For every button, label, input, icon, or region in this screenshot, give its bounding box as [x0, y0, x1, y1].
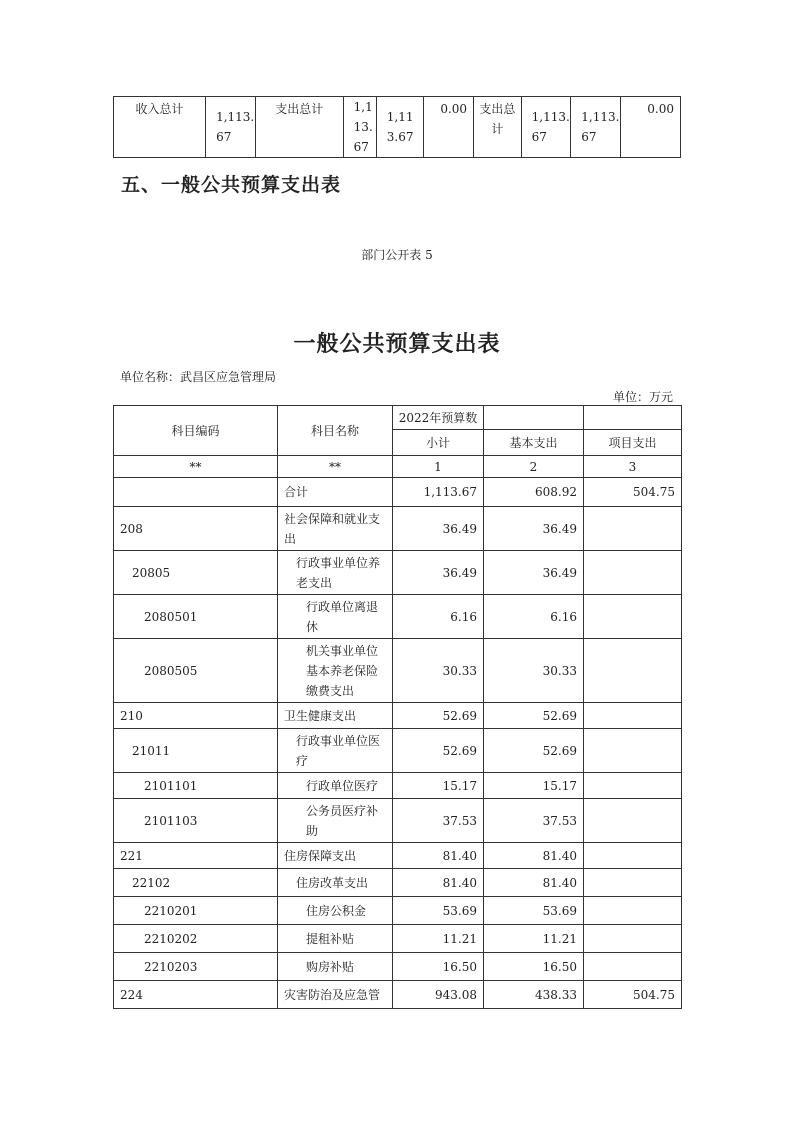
- table-row: [114, 869, 682, 897]
- income-total-value: 1,113.67: [206, 97, 256, 158]
- expense-total-label-2: 支出总计: [474, 97, 522, 158]
- row-basic: 30.33: [484, 639, 584, 703]
- row-name: 住房改革支出: [278, 869, 393, 897]
- row-project: [584, 773, 682, 799]
- row-subtotal: 81.40: [393, 869, 484, 897]
- row-name: 行政事业单位养老支出: [278, 551, 393, 595]
- table-row: [114, 773, 682, 799]
- index-code: **: [114, 456, 278, 478]
- row-name: 卫生健康支出: [278, 703, 393, 729]
- table-row: [114, 595, 682, 639]
- row-project: [584, 595, 682, 639]
- row-subtotal: 36.49: [393, 551, 484, 595]
- row-subtotal: 53.69: [393, 897, 484, 925]
- row-subtotal: 6.16: [393, 595, 484, 639]
- table-row: [114, 953, 682, 981]
- row-subtotal: 52.69: [393, 729, 484, 773]
- expense-project-value-2: 0.00: [620, 97, 680, 158]
- expense-project-value: 0.00: [424, 97, 474, 158]
- row-basic: 11.21: [484, 925, 584, 953]
- row-basic: 6.16: [484, 595, 584, 639]
- header-empty-cell: [484, 406, 584, 430]
- table-row-total: [114, 478, 682, 507]
- row-name: 社会保障和就业支出: [278, 507, 393, 551]
- table-row: [114, 703, 682, 729]
- row-subtotal: 11.21: [393, 925, 484, 953]
- row-project: [584, 729, 682, 773]
- row-name: 购房补贴: [278, 953, 393, 981]
- row-basic: 36.49: [484, 507, 584, 551]
- row-subtotal: 30.33: [393, 639, 484, 703]
- row-basic: 81.40: [484, 869, 584, 897]
- table-row: [114, 639, 682, 703]
- header-subtotal: 小计: [393, 430, 484, 456]
- row-code: 2080501: [114, 595, 278, 639]
- row-subtotal: 36.49: [393, 507, 484, 551]
- income-total-label: 收入总计: [114, 97, 206, 158]
- expense-total-label: 支出总计: [255, 97, 343, 158]
- row-basic: 53.69: [484, 897, 584, 925]
- row-code: 2210202: [114, 925, 278, 953]
- row-code: 210: [114, 703, 278, 729]
- row-name: 提租补贴: [278, 925, 393, 953]
- expense-basic-value: 1,113.67: [376, 97, 424, 158]
- row-project: [584, 551, 682, 595]
- expense-total-value-2: 1,113.67: [521, 97, 571, 158]
- row-name: 住房保障支出: [278, 843, 393, 869]
- row-code: 2210203: [114, 953, 278, 981]
- row-subtotal: 52.69: [393, 703, 484, 729]
- header-budget-year: 2022年预算数: [393, 406, 484, 430]
- row-subtotal: 81.40: [393, 843, 484, 869]
- header-name: 科目名称: [278, 406, 393, 456]
- row-name: 灾害防治及应急管: [278, 981, 393, 1009]
- row-name: 行政单位医疗: [278, 773, 393, 799]
- row-name: 行政事业单位医疗: [278, 729, 393, 773]
- header-code: 科目编码: [114, 406, 278, 456]
- row-name: 公务员医疗补助: [278, 799, 393, 843]
- row-basic: 52.69: [484, 703, 584, 729]
- row-code: 224: [114, 981, 278, 1009]
- row-subtotal: 15.17: [393, 773, 484, 799]
- unit-label: 单位：万元: [612, 390, 673, 404]
- row-project: [584, 869, 682, 897]
- section-heading: 五、一般公共预算支出表: [121, 174, 342, 196]
- row-project: [584, 703, 682, 729]
- expense-basic-value-2: 1,113.67: [571, 97, 621, 158]
- table-row: [114, 551, 682, 595]
- row-name: 行政单位离退休: [278, 595, 393, 639]
- expense-total-value: 1,113.67: [343, 97, 376, 158]
- row-project: 504.75: [584, 981, 682, 1009]
- row-name: 住房公积金: [278, 897, 393, 925]
- row-basic: 52.69: [484, 729, 584, 773]
- row-project: [584, 799, 682, 843]
- table-row: [114, 925, 682, 953]
- row-code: 20805: [114, 551, 278, 595]
- header-basic: 基本支出: [484, 430, 584, 456]
- header-empty-cell: [584, 406, 682, 430]
- summary-row: [114, 97, 681, 158]
- row-subtotal: 1,113.67: [393, 478, 484, 507]
- row-name: 合计: [278, 478, 393, 507]
- row-code: 2101101: [114, 773, 278, 799]
- row-project: [584, 639, 682, 703]
- table-row: [114, 897, 682, 925]
- row-code: 2101103: [114, 799, 278, 843]
- table-row: [114, 843, 682, 869]
- row-basic: 37.53: [484, 799, 584, 843]
- row-name: 机关事业单位基本养老保险缴费支出: [278, 639, 393, 703]
- table-code: 部门公开表 5: [361, 248, 433, 262]
- row-code: 21011: [114, 729, 278, 773]
- header-row-1: [114, 406, 682, 430]
- summary-table: [113, 96, 681, 158]
- row-code: 2210201: [114, 897, 278, 925]
- table-row: [114, 729, 682, 773]
- row-project: [584, 953, 682, 981]
- row-code: 2080505: [114, 639, 278, 703]
- row-code: 22102: [114, 869, 278, 897]
- row-basic: 36.49: [484, 551, 584, 595]
- index-name: **: [278, 456, 393, 478]
- header-index-row: [114, 456, 682, 478]
- unit-name: 单位名称：武昌区应急管理局: [120, 370, 277, 384]
- index-1: 1: [393, 456, 484, 478]
- table-row: [114, 799, 682, 843]
- row-project: [584, 843, 682, 869]
- row-project: [584, 925, 682, 953]
- row-basic: 608.92: [484, 478, 584, 507]
- table-row: [114, 981, 682, 1009]
- row-project: 504.75: [584, 478, 682, 507]
- row-code: 221: [114, 843, 278, 869]
- header-project: 项目支出: [584, 430, 682, 456]
- row-subtotal: 16.50: [393, 953, 484, 981]
- row-subtotal: 943.08: [393, 981, 484, 1009]
- row-code: [114, 478, 278, 507]
- row-project: [584, 897, 682, 925]
- row-basic: 15.17: [484, 773, 584, 799]
- index-3: 3: [584, 456, 682, 478]
- budget-expense-table: [113, 405, 682, 1009]
- row-subtotal: 37.53: [393, 799, 484, 843]
- row-basic: 438.33: [484, 981, 584, 1009]
- row-project: [584, 507, 682, 551]
- table-title: 一般公共预算支出表: [293, 332, 501, 357]
- row-basic: 16.50: [484, 953, 584, 981]
- index-2: 2: [484, 456, 584, 478]
- row-basic: 81.40: [484, 843, 584, 869]
- row-code: 208: [114, 507, 278, 551]
- table-row: [114, 507, 682, 551]
